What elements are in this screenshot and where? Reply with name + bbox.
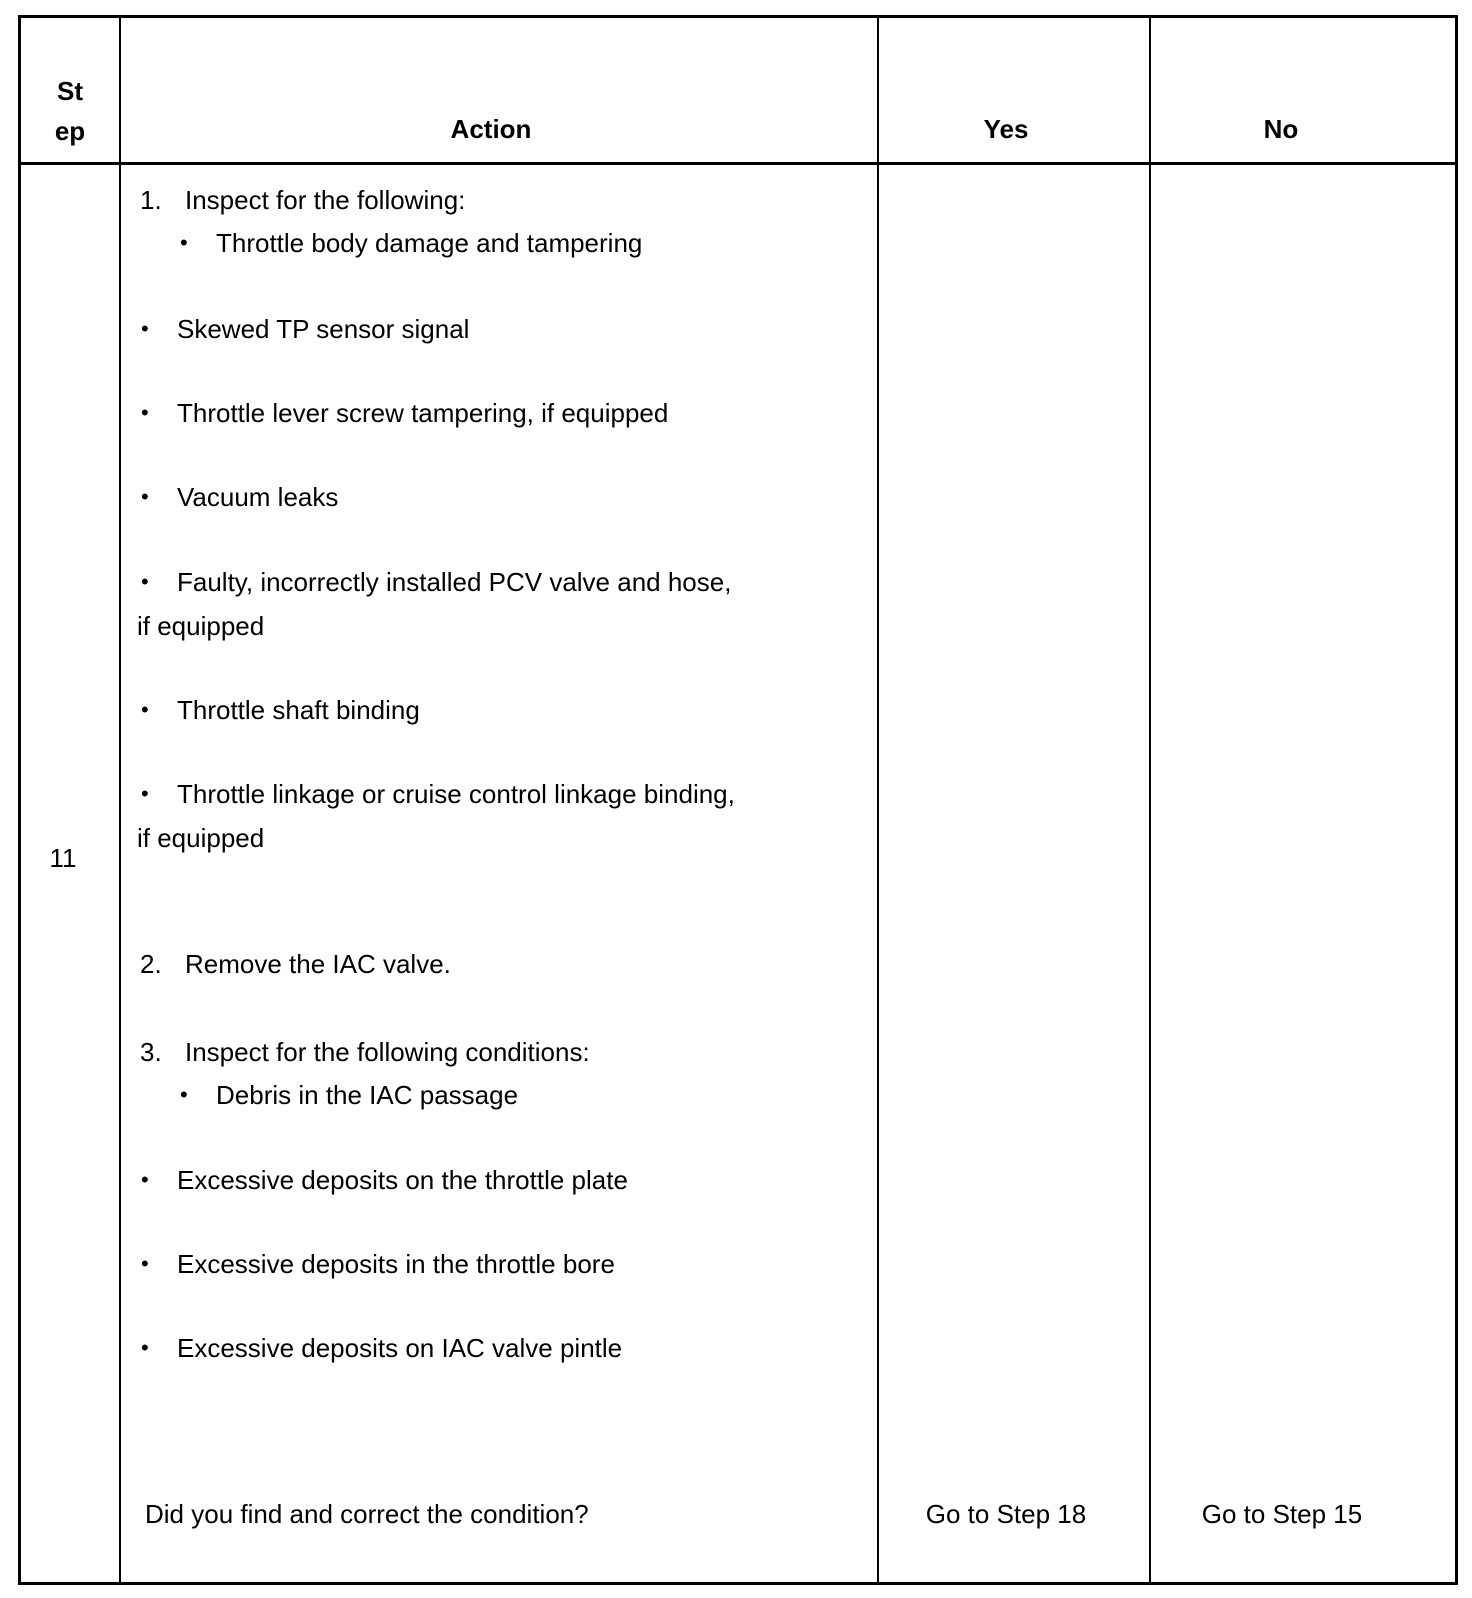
header-step — [21, 71, 119, 151]
header-yes: Yes — [983, 114, 1029, 144]
bullet-icon: • — [141, 569, 149, 594]
item3-number: 3. — [140, 1037, 162, 1067]
bullet-icon: • — [141, 1335, 149, 1360]
yes-result: Go to Step 18 — [925, 1499, 1087, 1529]
bullet-text-continuation: if equipped — [137, 823, 265, 853]
bullet-text: Throttle lever screw tampering, if equipped — [177, 398, 669, 428]
bullet-icon: • — [141, 697, 149, 722]
header-divider — [21, 162, 1455, 165]
bullet-text: Excessive deposits in the throttle bore — [177, 1249, 615, 1279]
item2-number: 2. — [140, 949, 162, 979]
header-no: No — [1263, 114, 1299, 144]
bullet-text: Excessive deposits on IAC valve pintle — [177, 1333, 623, 1363]
bullet-icon: • — [141, 316, 149, 341]
header-step-line1: St — [57, 76, 83, 106]
no-result: Go to Step 15 — [1201, 1499, 1363, 1529]
bullet-text-continuation: if equipped — [137, 611, 265, 641]
bullet-text: Vacuum leaks — [177, 482, 339, 512]
diagnostic-table — [18, 15, 1458, 1585]
item1-sub-text: Throttle body damage and tampering — [216, 228, 643, 258]
question-text: Did you find and correct the condition? — [145, 1499, 589, 1529]
header-action: Action — [450, 114, 532, 144]
item3-sub-text: Debris in the IAC passage — [216, 1080, 519, 1110]
item1-text: Inspect for the following: — [185, 185, 466, 215]
bullet-text: Faulty, incorrectly installed PCV valve and hose, — [177, 567, 732, 597]
item3-text: Inspect for the following conditions: — [185, 1037, 590, 1067]
bullet-text: Throttle linkage or cruise control linkage binding, — [177, 779, 735, 809]
header-step-line2: ep — [54, 116, 86, 146]
item1-number: 1. — [140, 185, 162, 215]
bullet-icon: • — [141, 484, 149, 509]
bullet-icon: • — [180, 230, 188, 255]
column-divider-step — [119, 18, 121, 1582]
bullet-icon: • — [141, 1251, 149, 1276]
column-divider-action — [877, 18, 879, 1582]
bullet-icon: • — [141, 1167, 149, 1192]
column-divider-yes — [1149, 18, 1151, 1582]
step-number: 11 — [49, 843, 77, 873]
bullet-text: Throttle shaft binding — [177, 695, 420, 725]
bullet-text: Excessive deposits on the throttle plate — [177, 1165, 628, 1195]
bullet-icon: • — [141, 781, 149, 806]
bullet-icon: • — [141, 400, 149, 425]
bullet-icon: • — [180, 1082, 188, 1107]
item2-text: Remove the IAC valve. — [185, 949, 451, 979]
bullet-text: Skewed TP sensor signal — [177, 314, 470, 344]
